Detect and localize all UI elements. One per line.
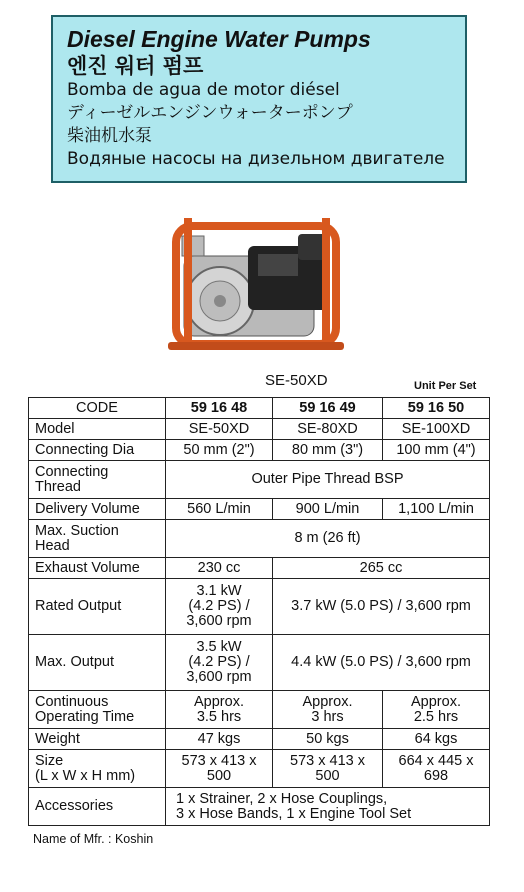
value-line: 3,600 rpm [186, 669, 252, 685]
label-line: Continuous [35, 693, 109, 710]
value-line: 3 hrs [311, 708, 344, 725]
label-line: (L x W x H mm) [35, 767, 136, 784]
table-row [29, 440, 490, 461]
title-korean: 엔진 워터 펌프 [67, 54, 204, 78]
exhaust-volume-label: Exhaust Volume [29, 558, 166, 579]
value-line: 573 x 413 x [181, 752, 257, 769]
connecting-dia-value: 50 mm (2") [166, 440, 273, 461]
manufacturer-note: Name of Mfr. : Koshin [33, 832, 154, 846]
title-english: Diesel Engine Water Pumps [67, 26, 371, 52]
suction-head-label [29, 520, 166, 558]
model-value: SE-100XD [383, 419, 490, 440]
value-line: (4.2 PS) / [188, 654, 250, 670]
model-label: Model [29, 419, 166, 440]
code-value: 59 16 50 [383, 398, 490, 419]
weight-label: Weight [29, 729, 166, 750]
value-line: 3.5 hrs [196, 708, 242, 725]
table-row [29, 499, 490, 520]
operating-time-value [383, 691, 490, 729]
code-value: 59 16 48 [166, 398, 273, 419]
title-russian: Водяные насосы на дизельном двигателе [67, 149, 445, 169]
delivery-volume-value: 560 L/min [166, 499, 273, 520]
value-line: 1 x Strainer, 2 x Hose Couplings, [176, 790, 388, 807]
max-output-value: 4.4 kW (5.0 PS) / 3,600 rpm [273, 635, 490, 691]
table-row [29, 788, 490, 826]
title-spanish: Bomba de agua de motor diésel [67, 80, 340, 100]
table-row [29, 579, 490, 635]
spec-table [28, 397, 490, 826]
operating-time-label [29, 691, 166, 729]
connecting-dia-value: 100 mm (4") [383, 440, 490, 461]
value-line: 698 [423, 767, 449, 784]
value-line: (4.2 PS) / [188, 598, 250, 614]
max-output-value [166, 635, 273, 691]
size-value [383, 750, 490, 788]
value-line: 3,600 rpm [186, 613, 252, 629]
label-line: Connecting [35, 463, 109, 480]
value-line: Approx. [411, 693, 461, 710]
model-value: SE-80XD [273, 419, 383, 440]
connecting-dia-label: Connecting Dia [29, 440, 166, 461]
label-line: Operating Time [35, 708, 135, 725]
size-value [166, 750, 273, 788]
value-line: Approx. [302, 693, 353, 710]
unit-note: Unit Per Set [414, 380, 477, 392]
value-line: 3.5 kW [196, 639, 242, 655]
value-line: 664 x 445 x [398, 752, 474, 769]
weight-value: 64 kgs [383, 729, 490, 750]
table-row [29, 398, 490, 419]
operating-time-value [166, 691, 273, 729]
weight-value: 47 kgs [166, 729, 273, 750]
table-row [29, 750, 490, 788]
pump-image [158, 206, 354, 356]
value-line: 500 [206, 767, 232, 784]
code-value: 59 16 49 [273, 398, 383, 419]
accessories-label: Accessories [29, 788, 166, 826]
value-line: 3.1 kW [196, 583, 242, 599]
rated-output-value: 3.7 kW (5.0 PS) / 3,600 rpm [273, 579, 490, 635]
value-line: 500 [315, 767, 340, 784]
rated-output-label: Rated Output [29, 579, 166, 635]
label-line: Head [35, 537, 70, 554]
suction-head-value: 8 m (26 ft) [166, 520, 490, 558]
delivery-volume-label: Delivery Volume [29, 499, 166, 520]
accessories-value [166, 788, 490, 826]
max-output-label: Max. Output [29, 635, 166, 691]
title-japanese: ディーゼルエンジンウォーターポンプ [67, 103, 353, 123]
model-value: SE-50XD [166, 419, 273, 440]
title-chinese: 柴油机水泵 [67, 126, 152, 146]
table-row [29, 691, 490, 729]
title-box [51, 15, 467, 183]
label-line: Max. Suction [35, 522, 119, 539]
value-line: 573 x 413 x [290, 752, 365, 769]
size-label [29, 750, 166, 788]
table-row [29, 729, 490, 750]
exhaust-volume-value: 230 cc [166, 558, 273, 579]
table-row [29, 419, 490, 440]
connecting-thread-label [29, 461, 166, 499]
table-row [29, 635, 490, 691]
table-row [29, 461, 490, 499]
connecting-dia-value: 80 mm (3") [273, 440, 383, 461]
connecting-thread-value: Outer Pipe Thread BSP [166, 461, 490, 499]
value-line: 2.5 hrs [413, 708, 459, 725]
exhaust-volume-value: 265 cc [273, 558, 490, 579]
rated-output-value [166, 579, 273, 635]
value-line: Approx. [194, 693, 244, 710]
value-line: 3 x Hose Bands, 1 x Engine Tool Set [176, 805, 412, 822]
operating-time-value [273, 691, 383, 729]
code-label: CODE [29, 398, 166, 419]
table-row [29, 558, 490, 579]
image-caption: SE-50XD [265, 372, 328, 389]
size-value [273, 750, 383, 788]
delivery-volume-value: 1,100 L/min [383, 499, 490, 520]
weight-value: 50 kgs [273, 729, 383, 750]
label-line: Thread [35, 478, 81, 495]
delivery-volume-value: 900 L/min [273, 499, 383, 520]
table-row [29, 520, 490, 558]
label-line: Size [35, 752, 64, 769]
